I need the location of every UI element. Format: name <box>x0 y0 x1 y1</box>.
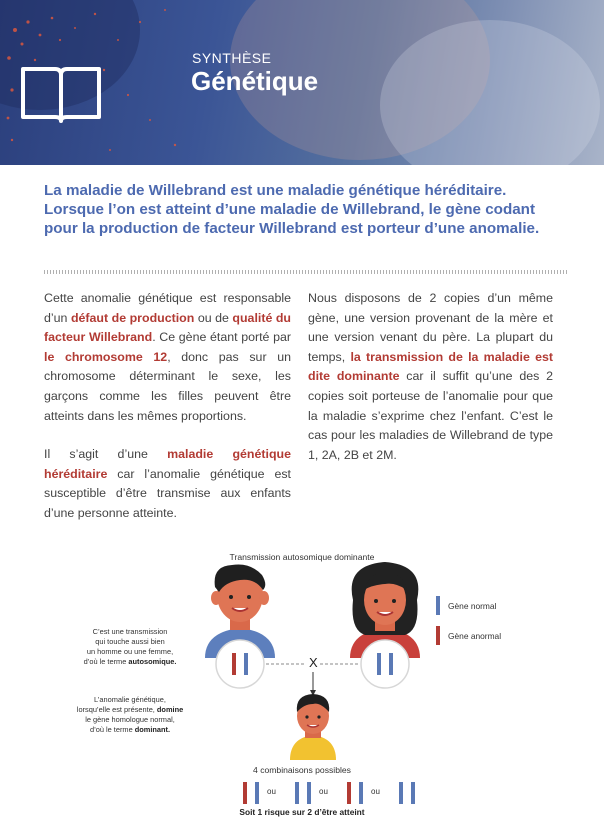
highlight-text: qualité du facteur Willebrand <box>44 310 292 345</box>
combinations-row <box>0 780 604 806</box>
mother-gene-normal-1 <box>377 653 381 675</box>
legend-swatch-normal <box>436 596 440 615</box>
note-dominant <box>75 695 185 735</box>
diagram-title: Transmission autosomique dominante <box>229 552 375 562</box>
gene-bar-normal <box>307 782 311 804</box>
risk-statement: Soit 1 risque sur 2 d’être atteint <box>239 807 365 817</box>
gene-bar-abnormal <box>243 782 247 804</box>
text-segment: car il suffit qu’une des 2 copies soit porteuse de l’anomalie pour que la maladie s’exprime chez l’enfant. C’est le cas pour les maladies de Willebrand de type 1, 2A, 2B et 2M. <box>308 369 553 462</box>
gene-bar-normal <box>399 782 403 804</box>
father-gene-abnormal <box>232 653 236 675</box>
text-segment: Cette anomalie génétique est responsable d’un <box>44 291 291 325</box>
combination-4 <box>399 780 429 806</box>
or-separator: ou <box>371 787 380 796</box>
combinations-title: 4 combinaisons possibles <box>253 765 351 775</box>
or-separator: ou <box>267 787 276 796</box>
cross-symbol: X <box>309 655 318 670</box>
text-segment: car l’anomalie génétique est susceptible d’être transmise aux enfants d’une personne atteinte. <box>44 466 291 520</box>
left-paragraph-1 <box>44 289 291 426</box>
text-segment: domine <box>156 705 184 714</box>
intro-paragraph: La maladie de Willebrand est une maladie génétique héréditaire. Lorsque l’on est atteint d’une maladie de Willebrand, le gène codant pour la production de facteur Willebrand est porteur d’une anomalie. <box>44 182 540 237</box>
gene-bar-normal <box>255 782 259 804</box>
header-kicker: SYNTHÈSE <box>192 50 272 66</box>
text-segment: C’est une transmission qui touche aussi bien un homme ou une femme, d’où le terme <box>83 627 174 666</box>
gene-bar-normal <box>411 782 415 804</box>
highlight-text: maladie génétique héréditaire <box>44 447 291 481</box>
father-genes-circle <box>216 640 264 688</box>
text-segment: . Ce gène étant porté par <box>152 330 291 345</box>
text-segment: Nous disposons de 2 copies d’un même gène, une version provenant de la mère et une version venant du père. La plupart du temps, <box>308 291 553 364</box>
text-segment: L’anomalie génétique, lorsqu’elle est présente, <box>76 695 166 714</box>
text-segment: ou de <box>194 310 233 325</box>
text-segment: , donc pas sur un chromosome déterminant le sexe, les garçons comme les filles peuvent être atteints dans les mêmes proportions. <box>44 349 291 423</box>
right-paragraph-1 <box>308 289 553 465</box>
gene-bar-normal <box>359 782 363 804</box>
highlight-text: défaut de production <box>70 310 195 325</box>
legend-label-normal: Gène normal <box>448 601 497 611</box>
text-segment: dominant. <box>134 725 171 734</box>
text-segment: le gène homologue normal, d’où le terme <box>85 715 175 734</box>
header-banner <box>0 0 604 165</box>
left-column <box>44 289 291 543</box>
highlight-text: la transmission de la maladie est dite dominante <box>308 349 553 384</box>
left-paragraph-2 <box>44 445 291 523</box>
legend-swatch-abnormal <box>436 626 440 645</box>
page-title: Génétique <box>191 66 319 96</box>
child-figure <box>290 694 336 760</box>
right-column <box>308 289 553 484</box>
open-book-icon <box>20 63 102 123</box>
text-segment: autosomique. <box>128 657 177 666</box>
gene-bar-normal <box>295 782 299 804</box>
highlight-text: le chromosome 12 <box>44 349 168 364</box>
inheritance-diagram <box>0 540 604 825</box>
dotted-divider <box>44 270 568 274</box>
father-gene-normal <box>244 653 248 675</box>
mother-gene-normal-2 <box>389 653 393 675</box>
legend-label-abnormal: Gène anormal <box>448 631 502 641</box>
mother-genes-circle <box>361 640 409 688</box>
or-separator: ou <box>319 787 328 796</box>
gene-bar-abnormal <box>347 782 351 804</box>
text-segment: Il s’agit d’une <box>44 447 168 462</box>
note-autosomal <box>75 627 185 667</box>
